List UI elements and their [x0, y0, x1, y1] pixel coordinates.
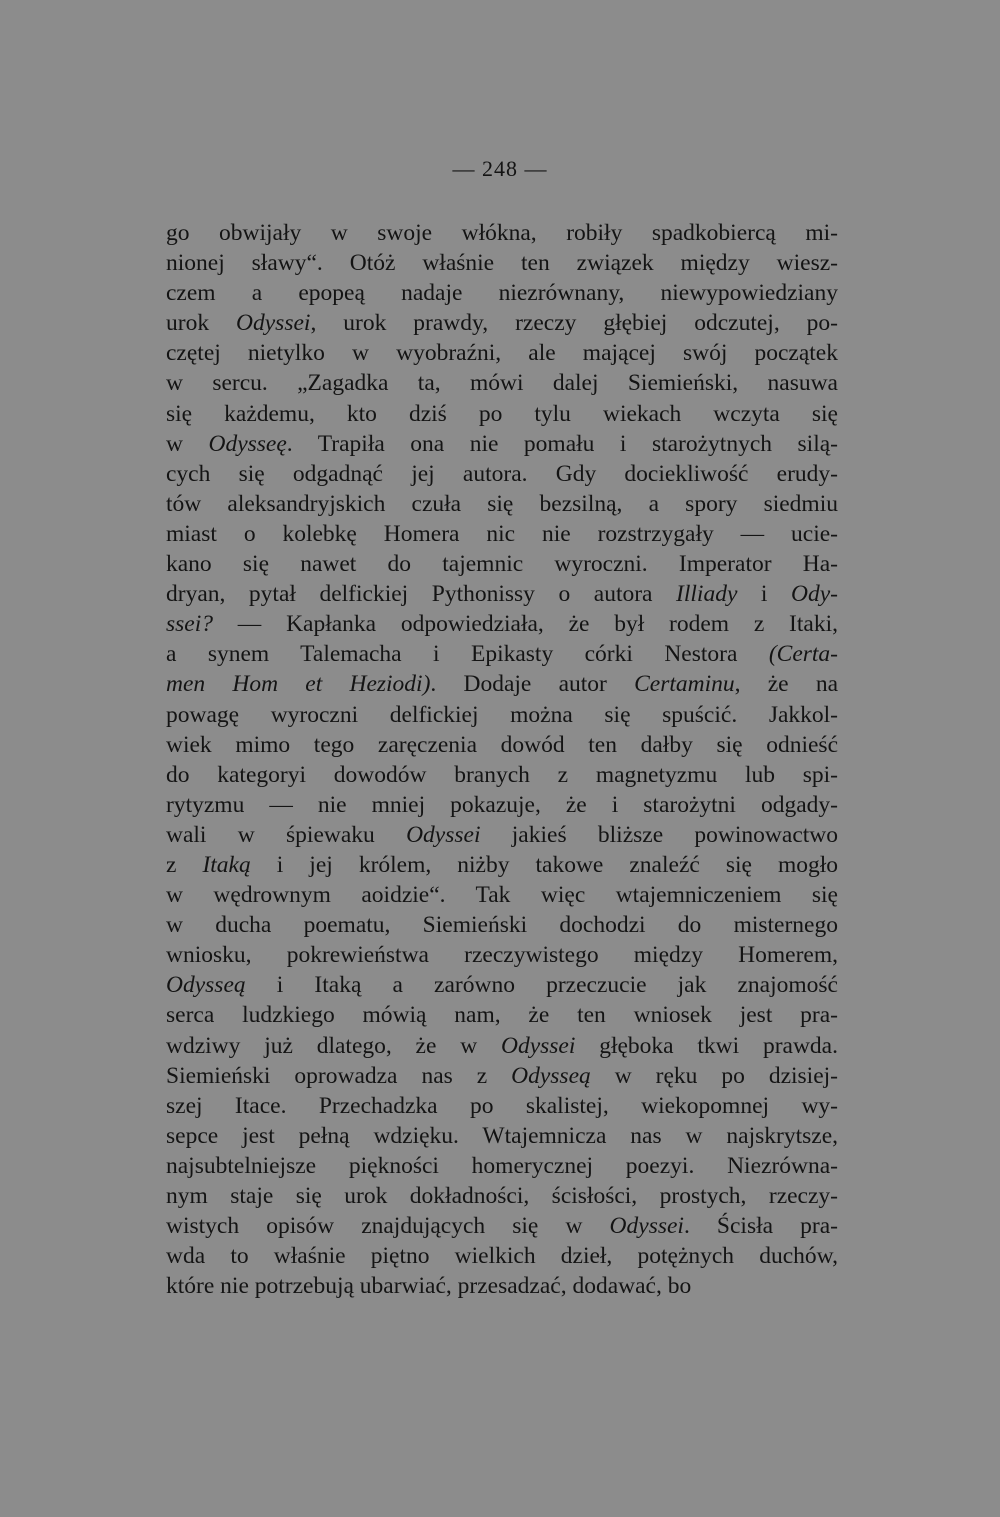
text-segment: nionej sławy“. Otóż właśnie ten związek między wiesz- — [166, 250, 838, 277]
text-line — [166, 218, 838, 248]
text-line — [166, 1091, 838, 1121]
text-segment: w ducha poematu, Siemieński dochodzi do misternego — [166, 912, 838, 939]
text-line — [166, 1121, 838, 1151]
text-line — [166, 1181, 838, 1211]
text-segment: w sercu. „Zagadka ta, mówi dalej Siemieński, nasuwa — [166, 370, 838, 397]
text-segment: do kategoryi dowodów branych z magnetyzmu lub spi- — [166, 761, 838, 788]
text-line — [166, 1271, 838, 1301]
text-line — [166, 850, 838, 880]
text-segment: , urok prawdy, rzeczy głębiej odczutej, po- — [310, 310, 838, 337]
text-segment: — Kapłanka odpowiedziała, że był rodem z Itaki, — [213, 611, 838, 638]
text-line — [166, 489, 838, 519]
text-line — [166, 549, 838, 579]
text-segment: czętej nietylko w wyobraźni, ale mającej swój początek — [166, 340, 838, 367]
text-segment: szej Itace. Przechadzka po skalistej, wiekopomnej wy- — [166, 1092, 838, 1119]
text-line — [166, 790, 838, 820]
text-line — [166, 1061, 838, 1091]
text-line — [166, 940, 838, 970]
italic-text-segment: Illiady — [676, 581, 738, 608]
text-segment: czem a epopeą nadaje niezrównany, niewypowiedziany — [166, 280, 838, 307]
text-line — [166, 1211, 838, 1241]
text-line — [166, 820, 838, 850]
text-segment: . Ścisła pra- — [683, 1213, 838, 1240]
text-line — [166, 639, 838, 669]
italic-text-segment: Ody- — [791, 581, 838, 608]
text-segment: cych się odgadnąć jej autora. Gdy dociekliwość erudy- — [166, 460, 838, 487]
text-segment: wda to właśnie piętno wielkich dzieł, potężnych duchów, — [166, 1243, 838, 1270]
text-segment: wdziwy już dlatego, że w — [166, 1032, 501, 1059]
page-number: — 248 — — [452, 156, 548, 181]
text-segment: , że na — [734, 671, 839, 698]
text-segment: najsubtelniejsze piękności homerycznej poezyi. Niezrówna- — [166, 1152, 838, 1179]
text-line — [166, 970, 838, 1000]
italic-text-segment: Odyssei — [500, 1032, 576, 1059]
text-line — [166, 910, 838, 940]
text-line — [166, 519, 838, 549]
text-line — [166, 1000, 838, 1030]
text-segment: wistych opisów znajdujących się w — [166, 1213, 610, 1240]
text-segment: nym staje się urok dokładności, ścisłości, prostych, rzeczy- — [166, 1183, 838, 1209]
text-line — [166, 368, 838, 398]
text-line — [166, 1031, 838, 1061]
text-segment: sepce jest pełną wdzięku. Wtajemnicza nas w najskrytsze, — [166, 1122, 838, 1149]
text-segment: i Itaką a zarówno przeczucie jak znajomość — [245, 972, 838, 999]
body-text — [166, 218, 838, 1301]
text-line — [166, 730, 838, 760]
italic-text-segment: Odyssei — [609, 1213, 684, 1240]
italic-text-segment: Itaką — [202, 851, 251, 878]
text-segment: się każdemu, kto dziś po tylu wiekach wczyta się — [166, 400, 838, 427]
text-segment: . Trapiła ona nie pomału i starożytnych silą- — [286, 430, 838, 457]
italic-text-segment: men Hom et Heziodi) — [166, 671, 431, 698]
text-line — [166, 248, 838, 278]
text-segment: wali w śpiewaku — [166, 821, 407, 848]
text-segment: jakieś bliższe powinowactwo — [480, 821, 839, 848]
text-segment: urok — [166, 310, 237, 337]
text-line — [166, 579, 838, 609]
italic-text-segment: Odysseą — [511, 1062, 591, 1089]
text-segment: . Dodaje autor — [430, 671, 635, 698]
text-line — [166, 760, 838, 790]
text-segment: i — [737, 581, 792, 608]
text-segment: dryan, pytał delfickiej Pythonissy o autora — [166, 581, 677, 608]
italic-text-segment: Odyssei — [406, 821, 481, 848]
text-segment: serca ludzkiego mówią nam, że ten wniosek jest pra- — [166, 1002, 838, 1029]
text-line — [166, 880, 838, 910]
text-segment: powagę wyroczni delfickiej można się spuścić. Jakkol- — [166, 701, 838, 728]
text-segment: z — [166, 851, 203, 878]
italic-text-segment: Certaminu — [634, 671, 735, 698]
text-line — [166, 399, 838, 429]
text-segment: i jej królem, niżby takowe znaleźć się mogło — [250, 851, 838, 878]
italic-text-segment: ssei? — [166, 611, 213, 638]
text-line — [166, 609, 838, 639]
text-line — [166, 700, 838, 730]
text-segment: w — [166, 430, 209, 457]
text-segment: które nie potrzebują ubarwiać, przesadzać, dodawać, bo — [166, 1273, 692, 1300]
italic-text-segment: (Certa- — [768, 641, 838, 668]
text-segment: tów aleksandryjskich czuła się bezsilną, a spory siedmiu — [166, 490, 838, 517]
text-segment: a synem Talemacha i Epikasty córki Nestora — [166, 641, 769, 668]
text-line — [166, 429, 838, 459]
text-line — [166, 308, 838, 338]
text-line — [166, 338, 838, 368]
text-segment: go obwijały w swoje włókna, robiły spadkobiercą mi- — [166, 220, 838, 246]
text-segment: rytyzmu — nie mniej pokazuje, że i starożytni odgady- — [166, 791, 838, 818]
italic-text-segment: Odyssei — [236, 310, 311, 337]
text-segment: kano się nawet do tajemnic wyroczni. Imperator Ha- — [166, 551, 838, 578]
text-segment: Siemieński oprowadza nas z — [166, 1062, 512, 1089]
text-segment: wiek mimo tego zaręczenia dowód ten dałby się odnieść — [166, 731, 838, 758]
text-segment: miast o kolebkę Homera nic nie rozstrzygały — ucie- — [166, 520, 838, 547]
text-segment: w wędrownym aoidzie“. Tak więc wtajemniczeniem się — [166, 882, 838, 909]
text-segment: w ręku po dzisiej- — [590, 1062, 838, 1089]
text-line — [166, 669, 838, 699]
italic-text-segment: Odysseą — [166, 972, 246, 999]
text-line — [166, 459, 838, 489]
text-segment: głęboka tkwi prawda. — [575, 1032, 838, 1059]
italic-text-segment: Odysseę — [208, 430, 287, 457]
text-line — [166, 1151, 838, 1181]
text-segment: wniosku, pokrewieństwa rzeczywistego między Homerem, — [166, 942, 838, 969]
text-line — [166, 278, 838, 308]
text-line — [166, 1241, 838, 1271]
